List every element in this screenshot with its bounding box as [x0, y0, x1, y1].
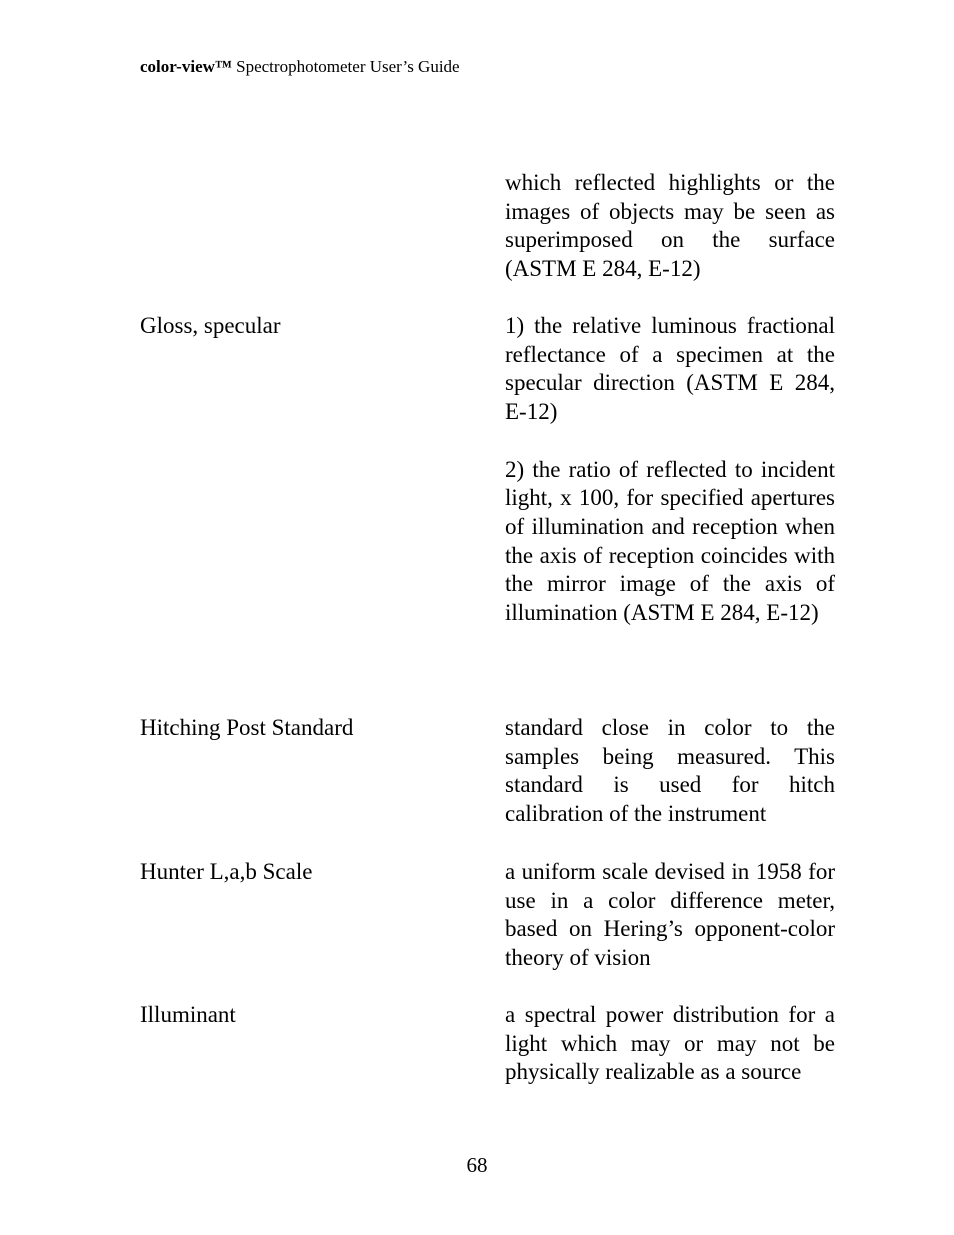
glossary-definition — [505, 169, 835, 284]
definition-paragraph: a uniform scale devised in 1958 for use in a color difference meter, based on Hering’s opponent-color theory of vision — [505, 859, 835, 971]
definition-paragraph: a spectral power distribution for a light which may or may not be physically realizable as a source — [505, 1002, 835, 1085]
product-brand: color-view™ — [140, 57, 232, 76]
glossary-definition — [505, 858, 835, 973]
definition-paragraph: which reflected highlights or the images of objects may be seen as superimposed on the surface (ASTM E 284, E-12) — [505, 170, 835, 282]
glossary-term: Gloss, specular — [140, 313, 281, 338]
glossary-definition — [505, 1001, 835, 1087]
page-number: 68 — [466, 1153, 488, 1177]
glossary-term: Hunter L,a,b Scale — [140, 859, 313, 884]
definition-paragraph: standard close in color to the samples being measured. This standard is used for hitch calibration of the instrument — [505, 715, 835, 827]
glossary-term: Illuminant — [140, 1002, 236, 1027]
guide-title: Spectrophotometer User’s Guide — [231, 57, 460, 76]
definition-paragraph: 2) the ratio of reflected to incident light, x 100, for specified apertures of illumination and reception when the axis of reception coincides with the mirror image of the axis of illumination (ASTM E 284, E-12) — [505, 456, 835, 626]
glossary-definition — [505, 714, 835, 829]
glossary-definition — [505, 312, 835, 628]
glossary-term: Hitching Post Standard — [140, 715, 354, 740]
running-header — [140, 56, 460, 78]
definition-paragraph: 1) the relative luminous fractional reflectance of a specimen at the specular direction (ASTM E 284, E-12) — [505, 313, 835, 425]
